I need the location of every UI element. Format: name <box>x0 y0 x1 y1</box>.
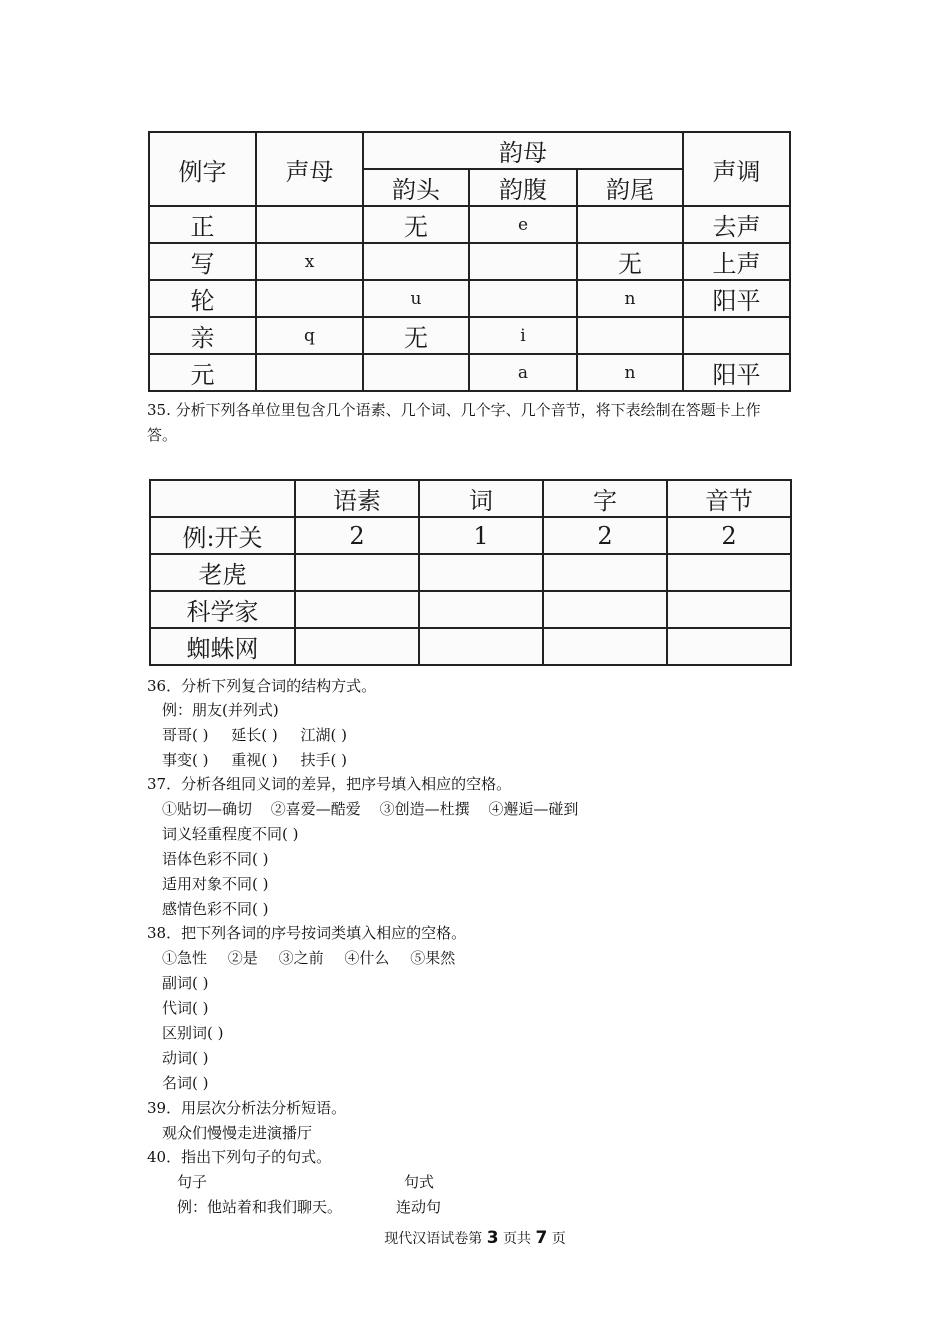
cell-initial: q <box>256 317 363 354</box>
cell-char: 2 <box>543 517 667 554</box>
cell-syllable: 2 <box>667 517 791 554</box>
cell-char <box>543 628 667 665</box>
q35-line1: 35. 分析下列各单位里包含几个语素、几个词、几个字、几个音节，将下表绘制在答题卡上作 <box>147 401 761 419</box>
cell-word <box>419 554 543 591</box>
cell-ending: n <box>577 280 683 317</box>
table-row <box>149 243 790 280</box>
q38-blank: 动词( ) <box>162 1049 209 1067</box>
table-row <box>150 591 791 628</box>
cell-char: 正 <box>149 206 256 243</box>
header-ending: 韵尾 <box>577 169 683 206</box>
q40-title: 40．指出下列句子的句式。 <box>147 1148 332 1166</box>
q38-options <box>162 947 455 969</box>
cell-tone: 上声 <box>683 243 790 280</box>
header-syllable: 音节 <box>667 480 791 517</box>
table-row <box>150 628 791 665</box>
q38-blank: 代词( ) <box>162 999 209 1017</box>
footer-suffix: 页 <box>551 1231 566 1247</box>
q36-row1 <box>162 724 347 746</box>
q37-title: 37．分析各组同义词的差异，把序号填入相应的空格。 <box>147 775 512 793</box>
q36-item: 江湖( ) <box>300 726 348 744</box>
header-tone: 声调 <box>683 132 790 206</box>
header-initial: 声母 <box>256 132 363 206</box>
q40-example-sentence: 例：他站着和我们聊天。 <box>177 1198 343 1216</box>
q37-blank: 词义轻重程度不同( ) <box>162 825 299 843</box>
cell-char <box>543 591 667 628</box>
cell-main-vowel: a <box>469 354 577 391</box>
cell-medial: 无 <box>363 317 469 354</box>
q37-option: ①贴切—确切 <box>162 800 253 818</box>
q36-example: 例：朋友(并列式) <box>162 701 279 719</box>
q39-phrase: 观众们慢慢走进演播厅 <box>162 1124 313 1142</box>
q37-blank: 适用对象不同( ) <box>162 875 269 893</box>
q38-option: ②是 <box>227 949 258 967</box>
cell-main-vowel <box>469 243 577 280</box>
footer-middle: 页共 <box>503 1231 531 1247</box>
cell-medial <box>363 243 469 280</box>
cell-tone: 阳平 <box>683 280 790 317</box>
table-row <box>150 554 791 591</box>
cell-char: 轮 <box>149 280 256 317</box>
cell-word <box>419 591 543 628</box>
cell-ending <box>577 206 683 243</box>
cell-syllable <box>667 554 791 591</box>
cell-syllable <box>667 628 791 665</box>
q36-row2 <box>162 749 347 771</box>
q36-title: 36．分析下列复合词的结构方式。 <box>147 677 377 695</box>
q35-line2: 答。 <box>147 426 178 444</box>
cell-unit: 例:开关 <box>150 517 295 554</box>
cell-tone: 去声 <box>683 206 790 243</box>
table-row <box>149 317 790 354</box>
q38-option: ⑤果然 <box>410 949 456 967</box>
table-row <box>149 206 790 243</box>
q37-option: ②喜爱—酷爱 <box>270 800 361 818</box>
header-main-vowel: 韵腹 <box>469 169 577 206</box>
q38-blank: 副词( ) <box>162 974 209 992</box>
cell-char: 元 <box>149 354 256 391</box>
cell-word: 1 <box>419 517 543 554</box>
cell-medial: 无 <box>363 206 469 243</box>
cell-main-vowel: e <box>469 206 577 243</box>
q40-example-pattern: 连动句 <box>396 1198 442 1216</box>
header-blank <box>150 480 295 517</box>
cell-ending: n <box>577 354 683 391</box>
cell-unit: 科学家 <box>150 591 295 628</box>
cell-char: 亲 <box>149 317 256 354</box>
cell-syllable <box>667 591 791 628</box>
q38-option: ①急性 <box>162 949 208 967</box>
footer-page-number: 3 <box>486 1228 499 1248</box>
header-medial: 韵头 <box>363 169 469 206</box>
q36-item: 哥哥( ) <box>162 726 209 744</box>
cell-word <box>419 628 543 665</box>
cell-initial: x <box>256 243 363 280</box>
unit-count-table <box>149 479 792 666</box>
q36-item: 扶手( ) <box>300 751 348 769</box>
cell-char <box>543 554 667 591</box>
q36-item: 事变( ) <box>162 751 209 769</box>
q37-options <box>162 798 578 820</box>
cell-medial: u <box>363 280 469 317</box>
cell-char: 写 <box>149 243 256 280</box>
q36-item: 延长( ) <box>231 726 278 744</box>
cell-tone: 阳平 <box>683 354 790 391</box>
cell-unit: 老虎 <box>150 554 295 591</box>
header-char: 字 <box>543 480 667 517</box>
cell-tone <box>683 317 790 354</box>
table-row <box>150 517 791 554</box>
footer-total-pages: 7 <box>535 1228 548 1248</box>
table-row <box>149 280 790 317</box>
cell-initial <box>256 280 363 317</box>
header-final: 韵母 <box>363 132 683 169</box>
cell-initial <box>256 206 363 243</box>
q40-col-sentence: 句子 <box>177 1173 208 1191</box>
q39-title: 39．用层次分析法分析短语。 <box>147 1099 347 1117</box>
cell-morpheme <box>295 628 419 665</box>
header-morpheme: 语素 <box>295 480 419 517</box>
cell-main-vowel: i <box>469 317 577 354</box>
q38-blank: 区别词( ) <box>162 1024 224 1042</box>
header-example-char: 例字 <box>149 132 256 206</box>
cell-main-vowel <box>469 280 577 317</box>
q37-blank: 感情色彩不同( ) <box>162 900 269 918</box>
cell-morpheme <box>295 591 419 628</box>
table-row <box>149 354 790 391</box>
q38-title: 38．把下列各词的序号按词类填入相应的空格。 <box>147 924 467 942</box>
q38-option: ③之前 <box>278 949 324 967</box>
q40-col-pattern: 句式 <box>404 1173 435 1191</box>
q37-option: ④邂逅—碰到 <box>488 800 579 818</box>
cell-medial <box>363 354 469 391</box>
phonetic-analysis-table <box>148 131 791 392</box>
q38-blank: 名词( ) <box>162 1074 209 1092</box>
cell-ending: 无 <box>577 243 683 280</box>
q36-item: 重视( ) <box>231 751 278 769</box>
page-footer <box>0 1228 950 1248</box>
cell-morpheme <box>295 554 419 591</box>
cell-morpheme: 2 <box>295 517 419 554</box>
cell-initial <box>256 354 363 391</box>
cell-unit: 蜘蛛网 <box>150 628 295 665</box>
q37-blank: 语体色彩不同( ) <box>162 850 269 868</box>
footer-prefix: 现代汉语试卷第 <box>384 1231 483 1247</box>
header-word: 词 <box>419 480 543 517</box>
q37-option: ③创造—杜撰 <box>379 800 470 818</box>
q38-option: ④什么 <box>344 949 390 967</box>
cell-ending <box>577 317 683 354</box>
